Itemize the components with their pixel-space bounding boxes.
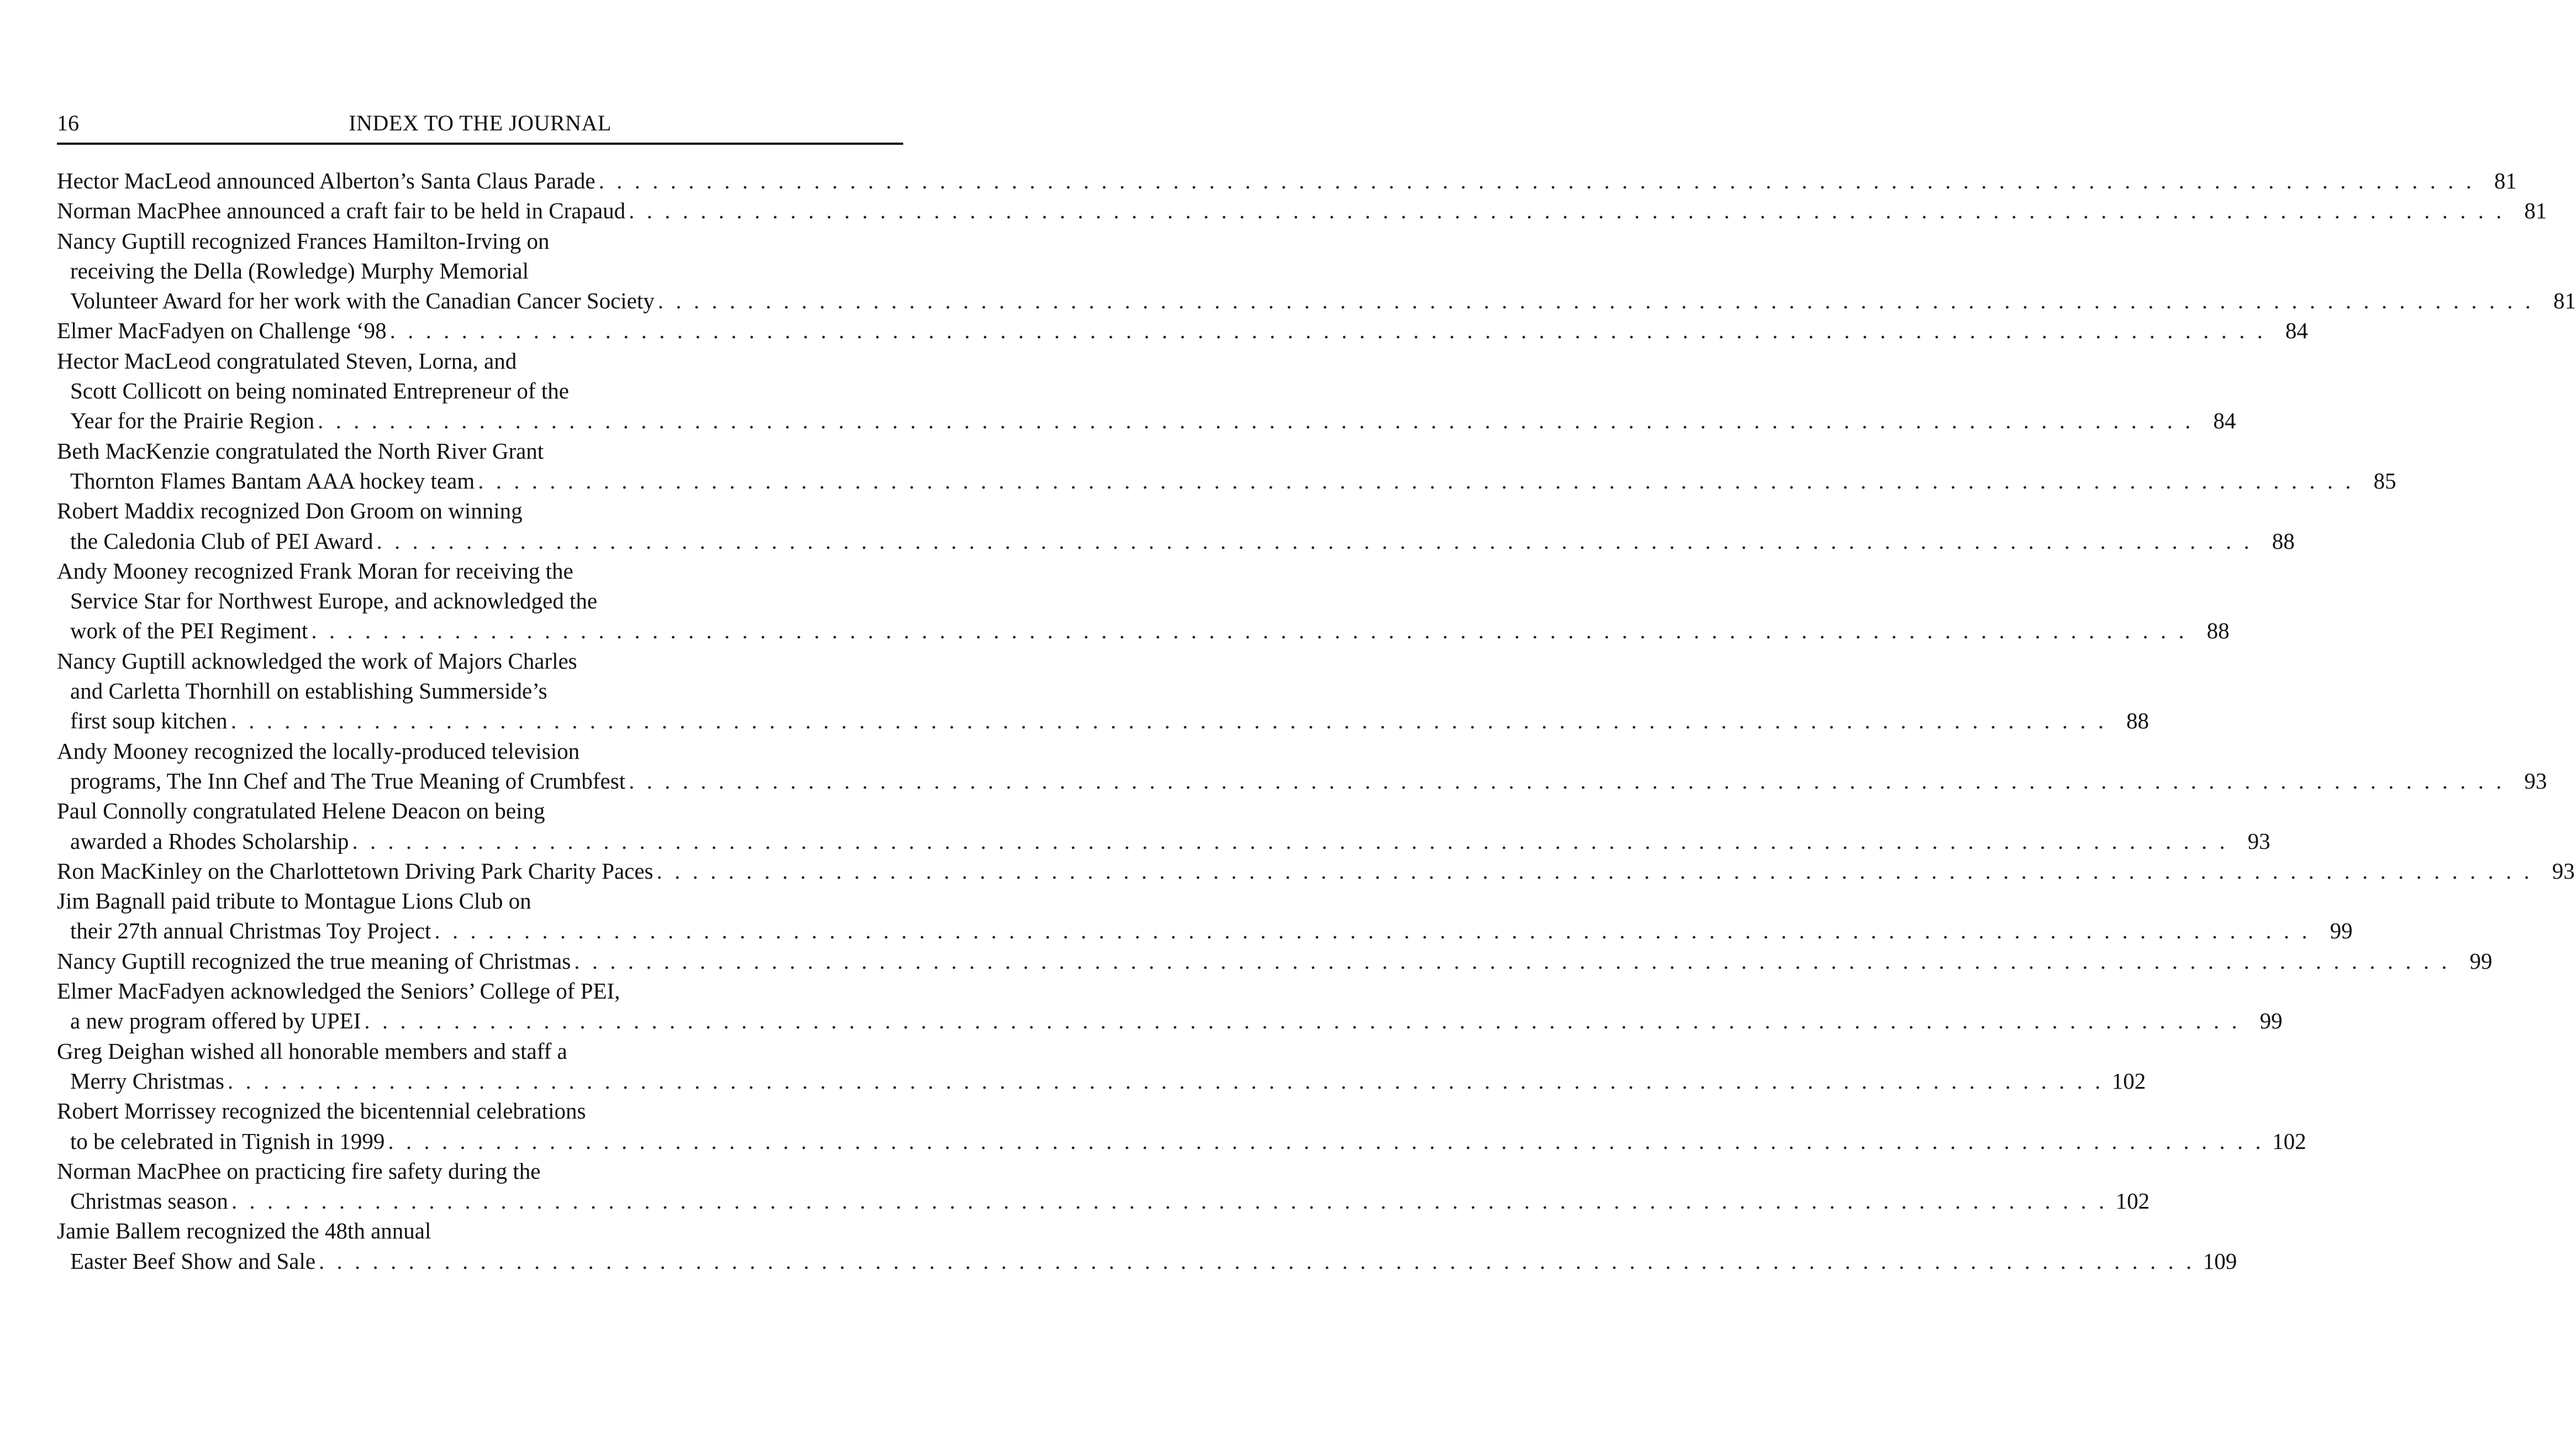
index-entry-text: Robert Morrissey recognized the bicentennial celebrations	[57, 1098, 586, 1124]
index-entry-first-line	[57, 1096, 899, 1126]
index-entry-page-number: 102	[2272, 1128, 2306, 1154]
index-entry-text: Ron MacKinley on the Charlottetown Driving Park Charity Paces	[57, 858, 654, 884]
index-entry-continuation-line	[57, 256, 899, 286]
index-entry-text: Volunteer Award for her work with the Canadian Cancer Society	[70, 288, 655, 314]
index-entry-continuation-line	[57, 1126, 2306, 1156]
dot-leader: . . . . . . . . . . . . . . . . . . . . . . . . . . . . . . . . . . . . . . . . . . . . . . . . . . . . . . . . . . . . . . . . . . . . . . . . . . . . . . . . . . . . . . . . . . . . . . . . . . . . . . . . .	[629, 198, 2505, 224]
index-entry-text: Andy Mooney recognized the locally-produced television	[57, 738, 580, 764]
dot-leader: . . . . . . . . . . . . . . . . . . . . . . . . . . . . . . . . . . . . . . . . . . . . . . . . . . . . . . . . . . . . . . . . . . . . . . . . . . . . . . . . . . . . . . . . . . . . . . . . . . . . . . . . .	[376, 528, 2253, 554]
index-entry	[57, 796, 2271, 856]
index-entry	[57, 556, 2230, 646]
dot-leader: . . . . . . . . . . . . . . . . . . . . . . . . . . . . . . . . . . . . . . . . . . . . . . . . . . . . . . . . . . . . . . . . . . . . . . . . . . . . . . . . . . . . . . . . . . . . . . . . . . . . . . . . .	[228, 1068, 2104, 1094]
index-entry-page-number: 81	[2494, 168, 2517, 193]
index-entry	[57, 1096, 2306, 1156]
index-entry	[57, 196, 2547, 225]
index-entry-text: programs, The Inn Chef and The True Meaning of Crumbfest	[70, 768, 626, 794]
index-entry-continuation-line	[57, 766, 2547, 796]
index-entry-text: awarded a Rhodes Scholarship	[70, 828, 349, 854]
index-entry-text: Nancy Guptill acknowledged the work of Majors Charles	[57, 648, 577, 674]
index-entry-page-number: 99	[2259, 1008, 2283, 1034]
index-entry-text: Jamie Ballem recognized the 48th annual	[57, 1218, 431, 1244]
index-entry	[57, 856, 2575, 886]
index-entry-page-number: 99	[2330, 918, 2353, 944]
index-entry-page-number: 81	[2524, 198, 2547, 224]
dot-leader: . . . . . . . . . . . . . . . . . . . . . . . . . . . . . . . . . . . . . . . . . . . . . . . . . . . . . . . . . . . . . . . . . . . . . . . . . . . . . . . . . . . . . . . . . . . . . . . . . . . . . . . . .	[319, 1248, 2195, 1274]
index-entry-continuation-line	[57, 1246, 2237, 1276]
index-entry	[57, 496, 2295, 556]
index-entry-continuation-line	[57, 616, 2230, 645]
index-entry-first-line	[57, 796, 899, 826]
index-entry-text: Year for the Prairie Region	[70, 408, 315, 434]
index-entry-text: work of the PEI Regiment	[70, 618, 308, 644]
dot-leader: . . . . . . . . . . . . . . . . . . . . . . . . . . . . . . . . . . . . . . . . . . . . . . . . . . . . . . . . . . . . . . . . . . . . . . . . . . . . . . . . . . . . . . . . . . . . . . . . . . . . . . . . .	[388, 1128, 2264, 1154]
index-entry-first-line	[57, 496, 899, 526]
dot-leader: . . . . . . . . . . . . . . . . . . . . . . . . . . . . . . . . . . . . . . . . . . . . . . . . . . . . . . . . . . . . . . . . . . . . . . . . . . . . . . . . . . . . . . . . . . . . . . . . . . . . . . . . .	[389, 318, 2266, 344]
index-entry-text: Jim Bagnall paid tribute to Montague Lions Club on	[57, 888, 531, 914]
index-entry-text: Beth MacKenzie congratulated the North River Grant	[57, 438, 544, 464]
index-entry	[57, 316, 2308, 345]
index-entry-text: the Caledonia Club of PEI Award	[70, 528, 373, 554]
index-entry-text: Elmer MacFadyen on Challenge ‘98	[57, 318, 387, 344]
index-entry-continuation-line	[57, 1066, 2146, 1096]
index-entry	[57, 976, 2283, 1036]
index-entry-first-line	[57, 196, 2547, 225]
dot-leader: . . . . . . . . . . . . . . . . . . . . . . . . . . . . . . . . . . . . . . . . . . . . . . . . . . . . . . . . . . . . . . . . . . . . . . . . . . . . . . . . . . . . . . . . . . . . . . . . . . . . . . . . .	[364, 1008, 2241, 1034]
index-entry-continuation-line	[57, 1186, 2150, 1216]
dot-leader: . . . . . . . . . . . . . . . . . . . . . . . . . . . . . . . . . . . . . . . . . . . . . . . . . . . . . . . . . . . . . . . . . . . . . . . . . . . . . . . . . . . . . . . . . . . . . . . . . . . . . . . . .	[318, 408, 2194, 434]
index-entry	[57, 166, 2517, 196]
index-entry-page-number: 84	[2285, 318, 2308, 344]
page-header	[57, 109, 903, 145]
index-entry-first-line	[57, 166, 2517, 196]
index-entry-text: Merry Christmas	[70, 1068, 224, 1094]
index-entry-continuation-line	[57, 916, 2353, 946]
index-entry-first-line	[57, 886, 899, 916]
index-entry	[57, 1216, 2237, 1276]
index-entry	[57, 436, 2396, 496]
index-entry	[57, 886, 2353, 946]
index-entry-first-line	[57, 946, 2493, 976]
index-entry-first-line	[57, 1156, 899, 1186]
dot-leader: . . . . . . . . . . . . . . . . . . . . . . . . . . . . . . . . . . . . . . . . . . . . . . . . . . . . . . . . . . . . . . . . . . . . . . . . . . . . . . . . . . . . . . . . . . . . . . . . . . . . . . . . .	[656, 858, 2533, 884]
index-entry-page-number: 109	[2203, 1248, 2237, 1274]
index-entry-continuation-line	[57, 286, 2576, 316]
index-entry-continuation-line	[57, 826, 2271, 856]
dot-leader: . . . . . . . . . . . . . . . . . . . . . . . . . . . . . . . . . . . . . . . . . . . . . . . . . . . . . . . . . . . . . . . . . . . . . . . . . . . . . . . . . . . . . . . . . . . . . . . . . . . . . . . . .	[231, 1188, 2108, 1214]
index-entry-page-number: 93	[2552, 858, 2575, 884]
index-entry-text: Nancy Guptill recognized the true meaning of Christmas	[57, 948, 571, 974]
dot-leader: . . . . . . . . . . . . . . . . . . . . . . . . . . . . . . . . . . . . . . . . . . . . . . . . . . . . . . . . . . . . . . . . . . . . . . . . . . . . . . . . . . . . . . . . . . . . . . . . . . . . . . . . .	[598, 168, 2475, 193]
index-entry-page-number: 93	[2247, 828, 2271, 854]
index-entry-page-number: 102	[2111, 1068, 2146, 1094]
index-entry-text: Greg Deighan wished all honorable members and staff a	[57, 1038, 567, 1064]
dot-leader: . . . . . . . . . . . . . . . . . . . . . . . . . . . . . . . . . . . . . . . . . . . . . . . . . . . . . . . . . . . . . . . . . . . . . . . . . . . . . . . . . . . . . . . . . . . . . . . . . . . . . . . . .	[230, 708, 2107, 734]
index-entry-continuation-line	[57, 706, 2149, 736]
index-entry-page-number: 93	[2524, 768, 2547, 794]
index-entry-text: Elmer MacFadyen acknowledged the Seniors’ College of PEI,	[57, 978, 620, 1004]
index-entry-text: Thornton Flames Bantam AAA hockey team	[70, 468, 475, 493]
index-entry-text: Hector MacLeod congratulated Steven, Lorna, and	[57, 348, 517, 374]
index-entry-page-number: 88	[2206, 618, 2230, 644]
index-entry	[57, 646, 2149, 736]
index-entry	[57, 736, 2547, 796]
index-entry-first-line	[57, 976, 899, 1006]
index-entry	[57, 946, 2493, 976]
index-entry-text: Nancy Guptill recognized Frances Hamilton-Irving on	[57, 228, 550, 254]
index-entry	[57, 226, 2576, 316]
index-entry-text: Service Star for Northwest Europe, and acknowledged the	[70, 588, 598, 614]
index-entry-text: a new program offered by UPEI	[70, 1008, 361, 1034]
dot-leader: . . . . . . . . . . . . . . . . . . . . . . . . . . . . . . . . . . . . . . . . . . . . . . . . . . . . . . . . . . . . . . . . . . . . . . . . . . . . . . . . . . . . . . . . . . . . . . . . . . . . . . . . .	[574, 948, 2451, 974]
index-entry-continuation-line	[57, 376, 899, 406]
index-entry-list	[57, 166, 2576, 1276]
index-entry-text: to be celebrated in Tignish in 1999	[70, 1128, 385, 1154]
dot-leader: . . . . . . . . . . . . . . . . . . . . . . . . . . . . . . . . . . . . . . . . . . . . . . . . . . . . . . . . . . . . . . . . . . . . . . . . . . . . . . . . . . . . . . . . . . . . . . . . . . . . . . . . .	[629, 768, 2505, 794]
index-entry-text: Christmas season	[70, 1188, 228, 1214]
index-entry-page-number: 81	[2553, 288, 2576, 314]
page-number: 16	[57, 111, 79, 135]
index-entry	[57, 346, 2236, 436]
index-entry-page-number: 102	[2115, 1188, 2150, 1214]
index-entry-text: Paul Connolly congratulated Helene Deacon on being	[57, 798, 545, 824]
index-entry-text: Hector MacLeod announced Alberton’s Santa Claus Parade	[57, 168, 596, 193]
index-entry-first-line	[57, 346, 899, 376]
index-entry-text: Norman MacPhee on practicing fire safety during the	[57, 1158, 541, 1184]
index-entry-text: Andy Mooney recognized Frank Moran for receiving the	[57, 558, 573, 584]
index-entry-continuation-line	[57, 466, 2396, 496]
index-entry-continuation-line	[57, 406, 2236, 435]
dot-leader: . . . . . . . . . . . . . . . . . . . . . . . . . . . . . . . . . . . . . . . . . . . . . . . . . . . . . . . . . . . . . . . . . . . . . . . . . . . . . . . . . . . . . . . . . . . . . . . . . . . . . . . . .	[311, 618, 2188, 644]
index-entry-page-number: 85	[2373, 468, 2396, 493]
index-entry-first-line	[57, 736, 899, 766]
index-entry-first-line	[57, 646, 899, 676]
index-entry-first-line	[57, 856, 2575, 886]
index-entry-text: and Carletta Thornhill on establishing Summerside’s	[70, 678, 547, 704]
index-entry-text: Scott Collicott on being nominated Entrepreneur of the	[70, 378, 569, 404]
index-entry	[57, 1156, 2150, 1216]
running-head: INDEX TO THE JOURNAL	[349, 111, 612, 135]
index-entry-first-line	[57, 556, 899, 586]
index-entry-page-number: 99	[2469, 948, 2493, 974]
dot-leader: . . . . . . . . . . . . . . . . . . . . . . . . . . . . . . . . . . . . . . . . . . . . . . . . . . . . . . . . . . . . . . . . . . . . . . . . . . . . . . . . . . . . . . . . . . . . . . . . . . . . . . . . .	[434, 918, 2311, 944]
index-entry-first-line	[57, 436, 899, 466]
index-entry-first-line	[57, 1216, 899, 1246]
index-entry-continuation-line	[57, 676, 899, 706]
index-entry-continuation-line	[57, 1006, 2283, 1036]
index-entry	[57, 1036, 2146, 1096]
index-entry-first-line	[57, 226, 899, 256]
index-entry-text: Robert Maddix recognized Don Groom on winning	[57, 498, 523, 524]
index-entry-continuation-line	[57, 526, 2295, 556]
index-entry-text: their 27th annual Christmas Toy Project	[70, 918, 431, 944]
dot-leader: . . . . . . . . . . . . . . . . . . . . . . . . . . . . . . . . . . . . . . . . . . . . . . . . . . . . . . . . . . . . . . . . . . . . . . . . . . . . . . . . . . . . . . . . . . . . . . . . . . . . . . . . .	[352, 828, 2229, 854]
index-entry-page-number: 88	[2272, 528, 2295, 554]
index-entry-page-number: 88	[2126, 708, 2149, 734]
index-entry-first-line	[57, 316, 2308, 345]
index-entry-text: first soup kitchen	[70, 708, 228, 734]
index-entry-text: Norman MacPhee announced a craft fair to be held in Crapaud	[57, 198, 626, 224]
index-entry-text: Easter Beef Show and Sale	[70, 1248, 316, 1274]
dot-leader: . . . . . . . . . . . . . . . . . . . . . . . . . . . . . . . . . . . . . . . . . . . . . . . . . . . . . . . . . . . . . . . . . . . . . . . . . . . . . . . . . . . . . . . . . . . . . . . . . . . . . . . . .	[478, 468, 2354, 493]
dot-leader: . . . . . . . . . . . . . . . . . . . . . . . . . . . . . . . . . . . . . . . . . . . . . . . . . . . . . . . . . . . . . . . . . . . . . . . . . . . . . . . . . . . . . . . . . . . . . . . . . . . . . . . . .	[657, 288, 2535, 314]
index-entry-page-number: 84	[2213, 408, 2236, 434]
index-entry-first-line	[57, 1036, 899, 1066]
index-entry-text: receiving the Della (Rowledge) Murphy Memorial	[70, 258, 529, 283]
index-entry-continuation-line	[57, 586, 899, 616]
